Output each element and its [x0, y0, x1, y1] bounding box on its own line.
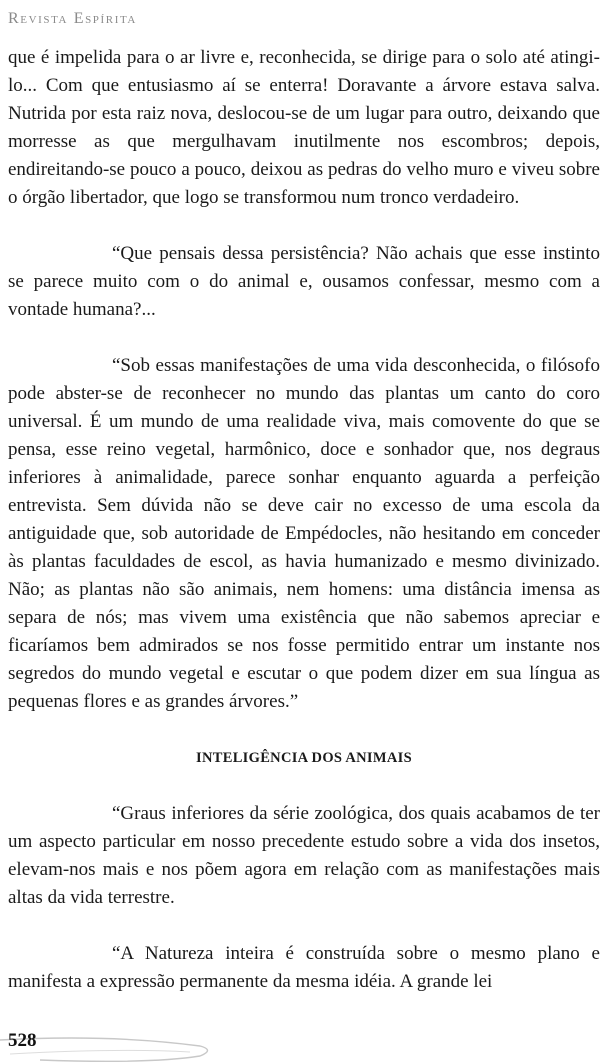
paragraph-4: “Graus inferiores da série zoológica, dos quais acabamos de ter um aspecto particular em nosso precedente estudo sobre a vida dos insetos, elevam-nos mais e nos põem agora em relação com as manifestações mais altas da vida terrestre. [8, 803, 600, 908]
paragraph-gap [8, 912, 600, 940]
running-head: Revista Espírita [8, 10, 137, 27]
paragraph-gap [8, 772, 600, 800]
paragraph-gap [8, 212, 600, 240]
paragraph-3: “Sob essas manifestações de uma vida desconhecida, o filósofo pode abster-se de reconhecer no mundo das plantas um canto do coro universal. É um mundo de uma realidade viva, mais comovente do que se pensa, esse reino vegetal, harmônico, doce e sonhador que, nos degraus inferiores à animalidade, parece sonhar enquanto aguarda a perfeição entrevista. Sem dúvida não se deve cair no excesso de uma escola da antiguidade que, sob autoridade de Empédocles, não hesitando em conceder às plantas faculdades de escol, as havia humanizado e mesmo divinizado. Não; as plantas não são animais, nem homens: uma distância imensa as separa de nós; mas vivem uma existência que não sabemos apreciar e ficaríamos bem admirados se nos fosse permitido entrar um instante nos segredos do mundo vegetal e escutar o que podem dizer em sua língua as pequenas flores e as grandes árvores.” [8, 355, 600, 712]
paragraph-2: “Que pensais dessa persistência? Não achais que esse instinto se parece muito com o do animal e, ousamos confessar, mesmo com a vontade humana?... [8, 243, 600, 320]
paragraph-gap [8, 324, 600, 352]
paragraph-1: que é impelida para o ar livre e, reconhecida, se dirige para o solo até atingi-lo... Com que entusiasmo aí se enterra! Doravante a árvore estava salva. Nutrida por esta raiz nova, deslocou-se de um lugar para outro, deixando que morresse as que mergulhavam inutilmente nos escombros; depois, endireitando-se pouco a pouco, deixou as pedras do velho muro e viveu sobre o órgão libertador, que logo se transformou num tronco verdadeiro. [8, 47, 600, 208]
page-body [8, 44, 600, 996]
page-footer [0, 1026, 607, 1064]
footer-swoosh-decoration [0, 1026, 607, 1064]
paragraph-5: “A Natureza inteira é construída sobre o mesmo plano e manifesta a expressão permanente da mesma idéia. A grande lei [8, 943, 600, 992]
paragraph-gap [8, 716, 600, 744]
section-title: INTELIGÊNCIA DOS ANIMAIS [196, 750, 412, 766]
page-number: 528 [8, 1030, 37, 1051]
